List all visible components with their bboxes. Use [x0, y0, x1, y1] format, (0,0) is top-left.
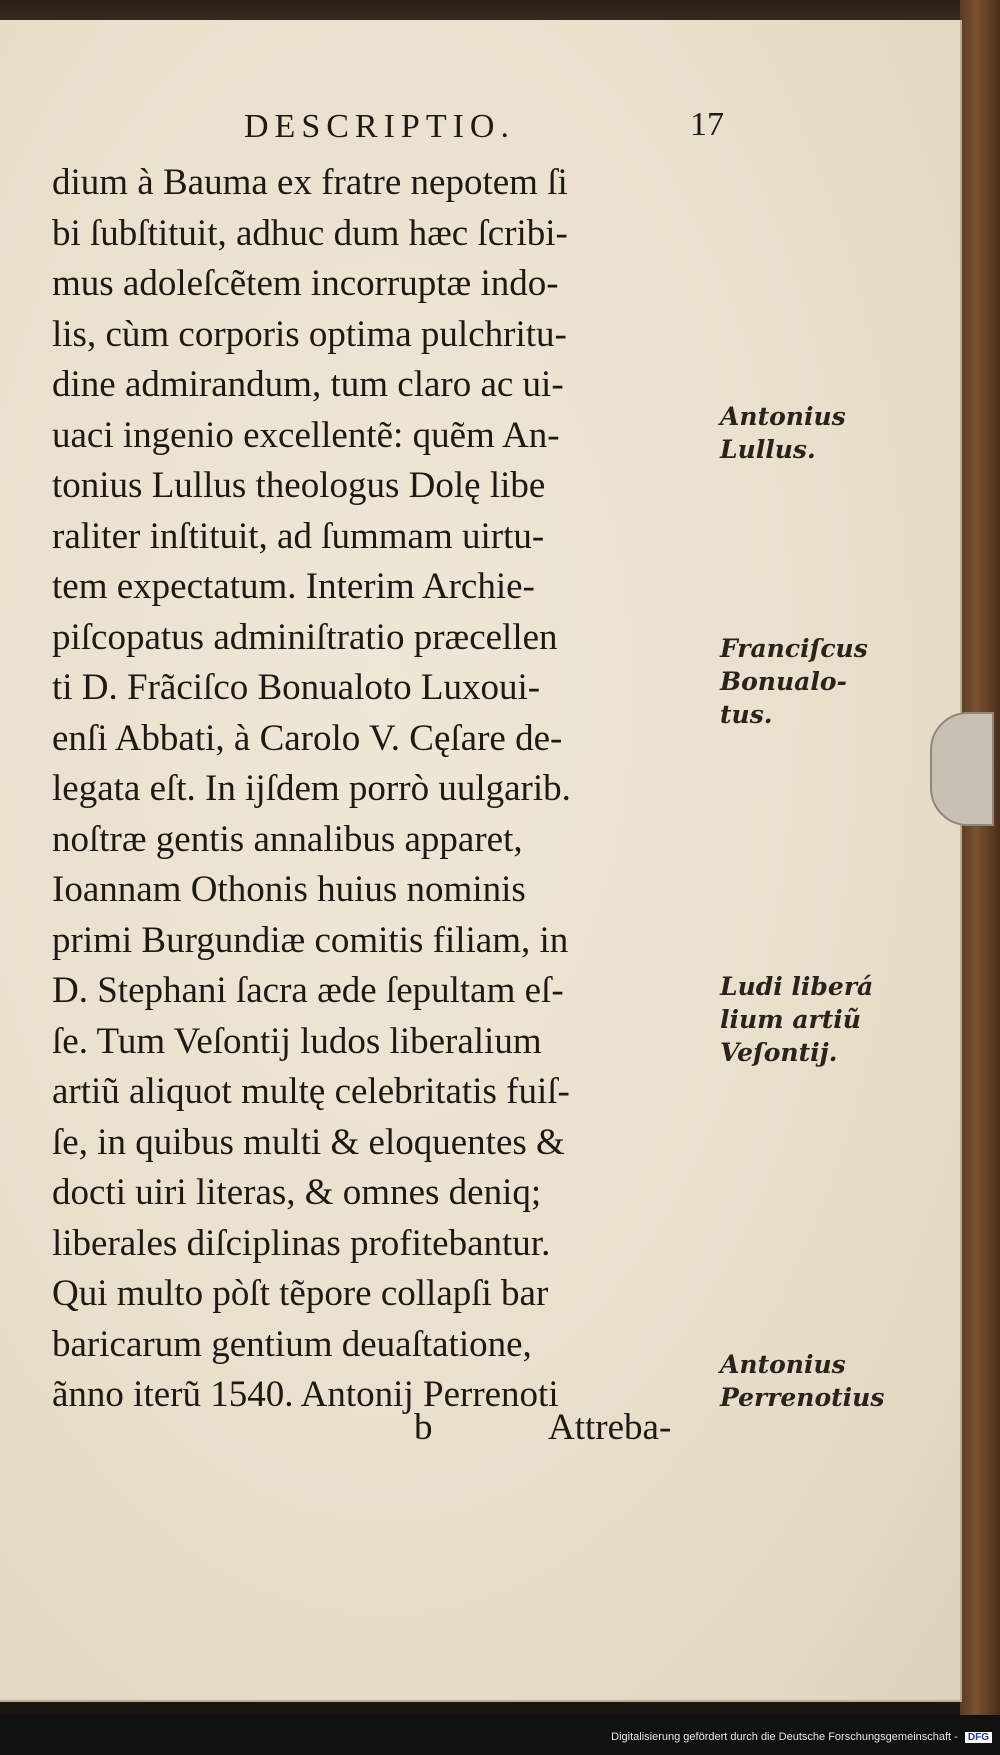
text-line: piſcopatus adminiſtratio præcellen: [52, 616, 558, 658]
main-text-block: [52, 158, 712, 1421]
margin-note-line: Franciſcus: [720, 634, 868, 663]
text-line: dine admirandum, tum claro ac ui-: [52, 364, 564, 405]
margin-note-line: Lullus.: [720, 435, 816, 464]
text-line: lis, cùm corporis optima pulchritu-: [52, 313, 567, 355]
page-clip: [930, 712, 994, 826]
margin-note-line: Veſontij.: [720, 1038, 838, 1067]
text-line: ãnno iterũ 1540. Antonij Perrenoti: [52, 1374, 559, 1415]
margin-note-franciscus-bonualotus: [720, 632, 920, 731]
text-line: tonius Lullus theologus Dolę libe: [52, 465, 546, 506]
credit-text: Digitalisierung gefördert durch die Deutsche Forschungsgemeinschaft -: [611, 1731, 958, 1743]
margin-note-ludi-liberalium: [720, 970, 920, 1069]
text-line: D. Stephani ſacra æde ſepultam eſ-: [52, 970, 564, 1011]
text-line: uaci ingenio excellentẽ: quẽm An-: [52, 414, 560, 456]
text-line: Qui multo pòſt tẽpore collapſi bar: [52, 1273, 549, 1314]
margin-note-antonius-perrenotius: [720, 1348, 920, 1414]
page-header: [0, 108, 960, 148]
text-line: primi Burgundiæ comitis filiam, in: [52, 919, 569, 961]
margin-note-line: lium artiũ: [720, 1005, 861, 1034]
margin-note-line: Perrenotius: [720, 1383, 885, 1412]
text-line: raliter inſtituit, ad ſummam uirtu-: [52, 515, 545, 557]
text-line: enſi Abbati, à Carolo V. Cęſare de-: [52, 717, 563, 759]
dfg-logo: DFG: [965, 1732, 992, 1743]
text-line: mus adoleſcẽtem incorruptæ indo-: [52, 263, 559, 304]
margin-note-line: Antonius: [720, 1350, 846, 1379]
text-line: ti D. Frãciſco Bonualoto Luxoui-: [52, 667, 541, 708]
margin-note-line: Ludi liberá: [720, 972, 874, 1001]
text-line: ſe, in quibus multi & eloquentes &: [52, 1121, 565, 1163]
folio-number: 17: [690, 106, 724, 143]
text-line: docti uiri literas, & omnes deniq;: [52, 1172, 542, 1213]
text-line: Ioannam Othonis huius nominis: [52, 869, 526, 910]
margin-note-line: Bonualo-: [720, 667, 847, 696]
margin-note-line: Antonius: [720, 402, 846, 431]
text-line: baricarum gentium deuaſtatione,: [52, 1323, 532, 1365]
footer-bar: [0, 1715, 1000, 1755]
text-line: artiũ aliquot multę celebritatis fuiſ-: [52, 1071, 570, 1112]
text-line: ſe. Tum Veſontij ludos liberalium: [52, 1020, 542, 1062]
text-line: tem expectatum. Interim Archie-: [52, 566, 535, 607]
text-line: bi ſubſtituit, adhuc dum hæc ſcribi-: [52, 212, 568, 254]
text-line: legata eſt. In ijſdem porrò uulgarib.: [52, 768, 571, 809]
running-head: DESCRIPTIO.: [244, 108, 515, 145]
digitization-credit: [611, 1731, 992, 1743]
catchword: Attreba-: [548, 1407, 672, 1448]
text-line: noſtræ gentis annalibus apparet,: [52, 818, 523, 860]
margin-note-antonius-lullus: [720, 400, 920, 466]
margin-note-line: tus.: [720, 700, 773, 729]
signature-mark: b: [414, 1407, 433, 1448]
text-line: liberales diſciplinas profitebantur.: [52, 1222, 551, 1264]
text-line: dium à Bauma ex fratre nepotem ſi: [52, 162, 568, 203]
book-page: [0, 20, 962, 1702]
book-edge-right: [960, 0, 1000, 1755]
